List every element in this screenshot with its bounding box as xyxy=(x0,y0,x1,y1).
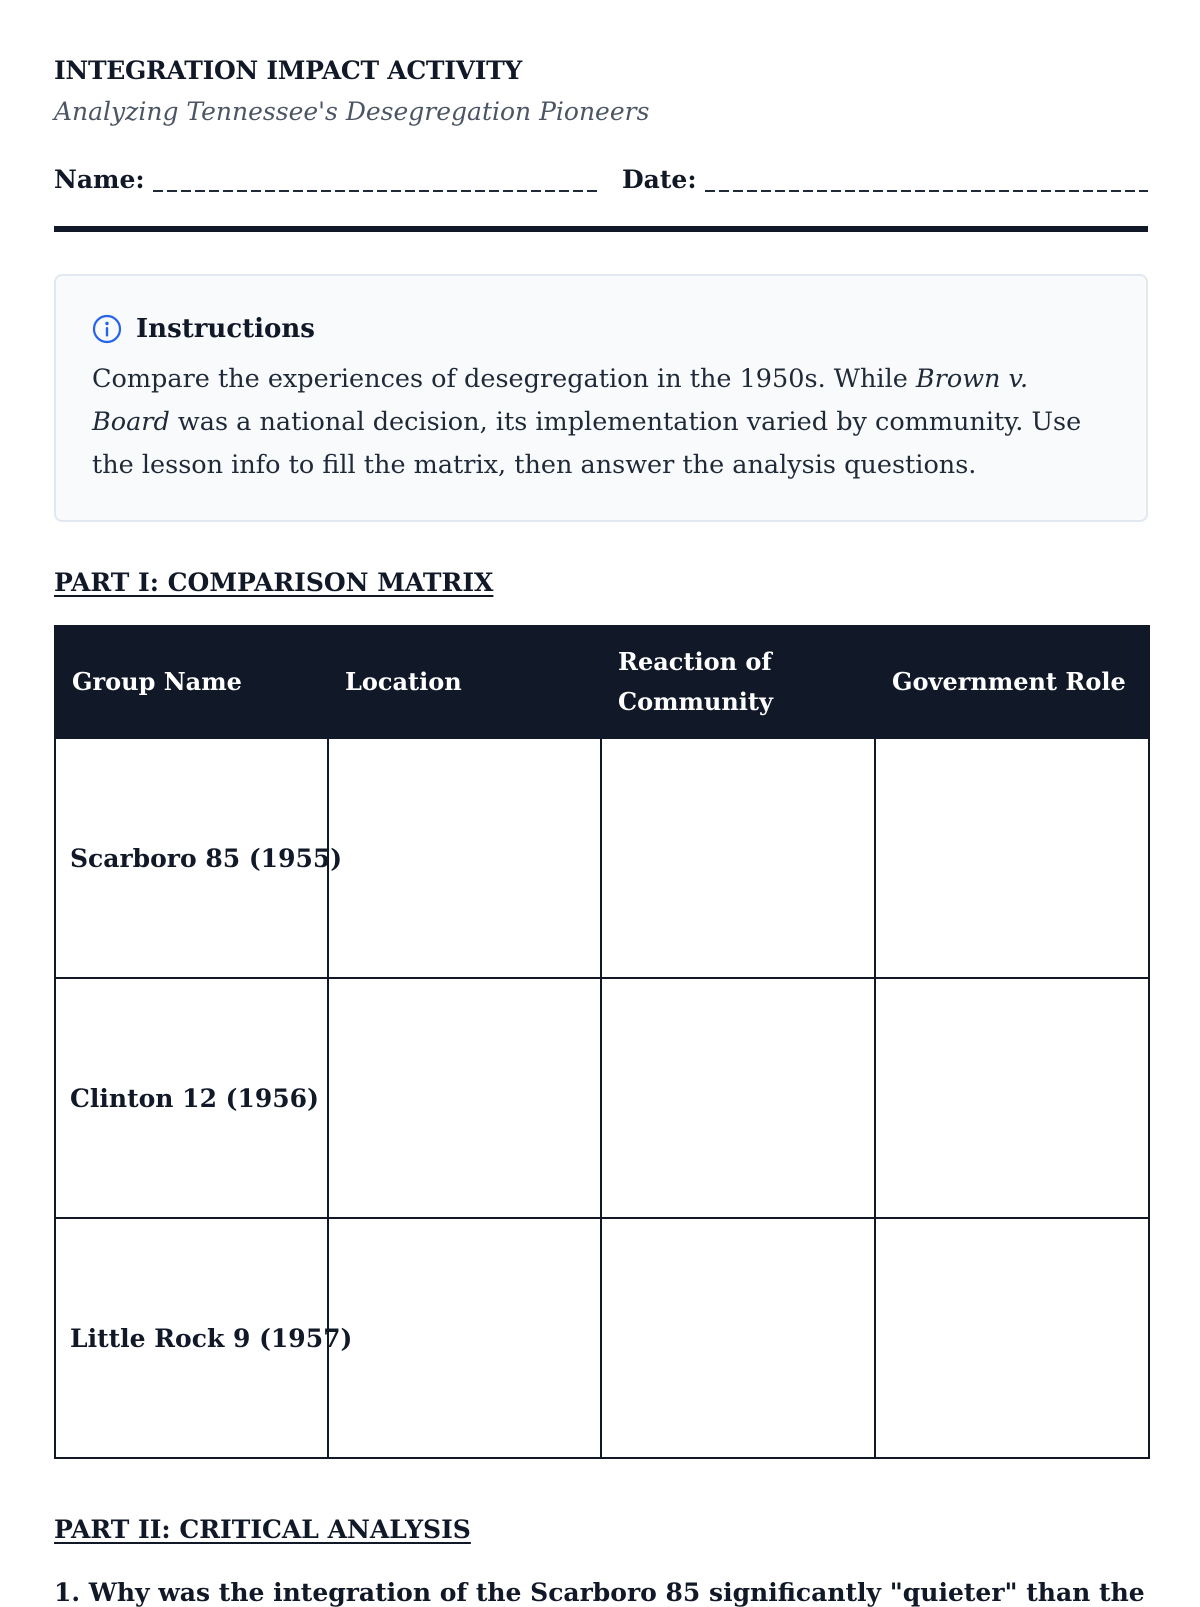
government-role-cell[interactable] xyxy=(875,1218,1149,1458)
instructions-box xyxy=(54,274,1148,522)
reaction-cell[interactable] xyxy=(601,1218,875,1458)
info-icon xyxy=(92,314,122,344)
table-row xyxy=(55,978,1149,1218)
location-cell[interactable] xyxy=(328,978,601,1218)
column-header-government-role: Government Role xyxy=(875,626,1149,738)
table-row xyxy=(55,738,1149,978)
location-cell[interactable] xyxy=(328,1218,601,1458)
instructions-text xyxy=(92,358,1092,487)
name-field[interactable] xyxy=(54,163,598,197)
worksheet-subtitle: Analyzing Tennessee's Desegregation Pioneers xyxy=(54,97,650,126)
government-role-cell[interactable] xyxy=(875,738,1149,978)
name-label: Name: xyxy=(54,165,145,194)
part-1-heading: PART I: COMPARISON MATRIX xyxy=(54,568,494,597)
instructions-case-name: Brown v. Board xyxy=(92,364,1029,437)
matrix-header-row xyxy=(55,626,1149,738)
date-field[interactable] xyxy=(622,163,1148,197)
column-header-group-name: Group Name xyxy=(55,626,328,738)
name-blank-line[interactable] xyxy=(153,188,598,192)
date-label: Date: xyxy=(622,165,697,194)
government-role-cell[interactable] xyxy=(875,978,1149,1218)
student-info-row xyxy=(54,163,1148,197)
group-name-cell: Scarboro 85 (1955) xyxy=(55,738,328,978)
date-blank-line[interactable] xyxy=(705,188,1148,192)
location-cell[interactable] xyxy=(328,738,601,978)
header-divider xyxy=(54,226,1148,232)
column-header-location: Location xyxy=(328,626,601,738)
comparison-matrix xyxy=(54,625,1150,1459)
instructions-header xyxy=(92,314,315,344)
part-2-heading: PART II: CRITICAL ANALYSIS xyxy=(54,1515,471,1544)
instructions-text-part-1: Compare the experiences of desegregation in the 1950s. While xyxy=(92,364,916,394)
reaction-cell[interactable] xyxy=(601,978,875,1218)
instructions-title: Instructions xyxy=(136,314,315,344)
worksheet-title: INTEGRATION IMPACT ACTIVITY xyxy=(54,56,522,85)
table-row xyxy=(55,1218,1149,1458)
analysis-question-1: 1. Why was the integration of the Scarboro 85 significantly "quieter" than the xyxy=(54,1578,1145,1607)
group-name-cell: Little Rock 9 (1957) xyxy=(55,1218,328,1458)
column-header-reaction: Reaction of Community xyxy=(601,626,875,738)
group-name-cell: Clinton 12 (1956) xyxy=(55,978,328,1218)
reaction-cell[interactable] xyxy=(601,738,875,978)
instructions-text-part-2: was a national decision, its implementation varied by community. Use the lesson info to fill the matrix, then answer the analysis questions. xyxy=(92,407,1082,480)
